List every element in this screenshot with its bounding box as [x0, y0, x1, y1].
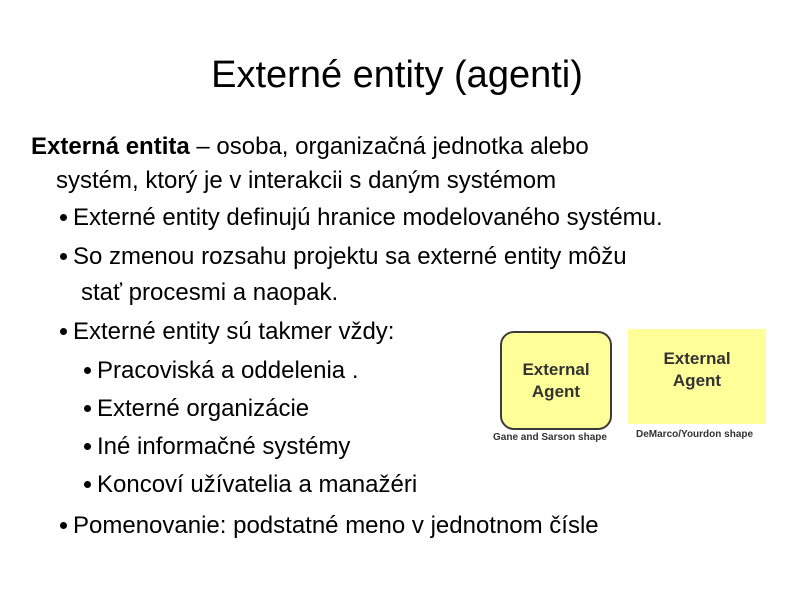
intro-definition: – osoba, organizačná jednotka alebo	[189, 133, 589, 160]
bullet-dot-icon	[60, 522, 67, 529]
shape-label-line1: External	[663, 348, 731, 368]
sub-bullet-item	[84, 470, 417, 500]
shape-label-line1: External	[522, 359, 590, 379]
shape-label-line2: Agent	[672, 370, 722, 390]
bullet-dot-icon	[84, 481, 91, 488]
sub-bullet-text: Iné informačné systémy	[97, 433, 351, 460]
bullet-continuation: stať procesmi a naopak.	[81, 279, 339, 306]
bullet-text: So zmenou rozsahu projektu sa externé entity môžu	[73, 243, 627, 270]
bullet-dot-icon	[84, 443, 91, 450]
bullet-item	[60, 317, 394, 347]
sub-bullet-text: Koncoví užívatelia a manažéri	[97, 471, 418, 498]
demarco-yourdon-external-agent-shape	[628, 329, 766, 424]
gane-sarson-caption: Gane and Sarson shape	[493, 432, 607, 443]
shape-label-line2: Agent	[531, 381, 581, 401]
bullet-dot-icon	[60, 253, 67, 260]
sub-bullet-item	[84, 432, 350, 462]
bullet-text: Externé entity definujú hranice modelovaného systému.	[73, 204, 663, 231]
sub-bullet-text: Externé organizácie	[97, 395, 310, 422]
bullet-text: Externé entity sú takmer vždy:	[73, 318, 395, 345]
sub-bullet-item	[84, 356, 359, 386]
bullet-dot-icon	[84, 367, 91, 374]
sub-bullet-item	[84, 394, 309, 424]
bullet-item	[60, 203, 663, 233]
demarco-yourdon-caption: DeMarco/Yourdon shape	[636, 429, 754, 440]
bullet-item	[60, 242, 627, 272]
bullet-dot-icon	[60, 214, 67, 221]
sub-bullet-text: Pracoviská a oddelenia .	[97, 357, 359, 384]
bullet-item	[60, 511, 599, 541]
intro-line-1	[31, 132, 589, 162]
intro-term: Externá entita	[31, 133, 190, 160]
bullet-dot-icon	[60, 328, 67, 335]
bullet-text: Pomenovanie: podstatné meno v jednotnom čísle	[73, 512, 599, 539]
slide-title: Externé entity (agenti)	[211, 54, 583, 96]
gane-sarson-external-agent-shape	[500, 331, 612, 430]
intro-line-2: systém, ktorý je v interakcii s daným systémom	[56, 167, 557, 194]
bullet-dot-icon	[84, 405, 91, 412]
